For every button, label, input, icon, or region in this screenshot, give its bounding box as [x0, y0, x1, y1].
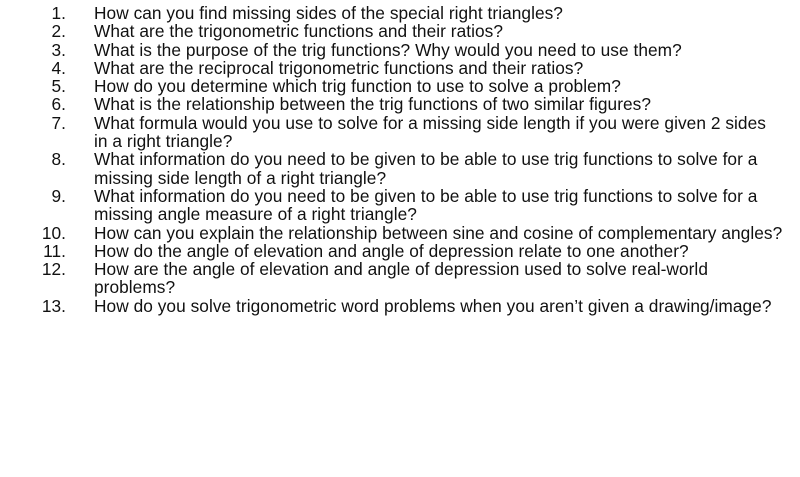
question-text: How can you find missing sides of the special right triangles? [94, 3, 563, 23]
question-item-13 [0, 297, 800, 315]
question-item-11 [0, 242, 800, 260]
question-text: What are the trigonometric functions and their ratios? [94, 21, 504, 42]
question-number: 1. [51, 3, 66, 23]
question-text: What information do you need to be given to be able to use trig functions to solve for a missing side length of a right triangle? [94, 149, 758, 188]
question-text: What formula would you use to solve for a missing side length if you were given 2 sides in a right triangle? [94, 112, 766, 152]
question-text: How can you explain the relationship between sine and cosine of complementary angles? [94, 222, 783, 243]
question-item-1 [0, 4, 800, 22]
question-number: 11. [43, 240, 66, 261]
question-number: 8. [51, 149, 66, 170]
question-item-5 [0, 77, 800, 95]
question-number: 9. [51, 185, 66, 206]
question-number: 2. [51, 21, 66, 42]
question-text: How do you solve trigonometric word problems when you aren’t given a drawing/image? [94, 295, 772, 316]
question-item-9 [0, 187, 800, 224]
question-item-10 [0, 224, 800, 242]
question-number: 10. [41, 222, 66, 243]
question-text: What is the relationship between the trig functions of two similar figures? [94, 94, 652, 115]
question-text: What information do you need to be given to be able to use trig functions to solve for a missing angle measure of a right triangle? [94, 185, 758, 225]
question-list [0, 4, 800, 315]
question-item-12 [0, 260, 800, 297]
question-text: How are the angle of elevation and angle of depression used to solve real-world problems? [94, 259, 708, 298]
question-item-3 [0, 41, 800, 59]
question-number: 7. [51, 112, 66, 133]
question-item-8 [0, 150, 800, 187]
question-item-2 [0, 22, 800, 40]
question-number: 4. [51, 57, 66, 78]
question-text: What is the purpose of the trig functions? Why would you need to use them? [94, 39, 682, 60]
question-item-4 [0, 59, 800, 77]
question-number: 12. [41, 259, 66, 280]
question-number: 5. [51, 76, 66, 97]
question-text: What are the reciprocal trigonometric functions and their ratios? [94, 57, 584, 78]
question-item-6 [0, 95, 800, 113]
question-number: 3. [51, 39, 66, 60]
question-item-7 [0, 114, 800, 151]
question-text: How do the angle of elevation and angle of depression relate to one another? [94, 240, 689, 261]
question-number: 6. [51, 94, 66, 115]
question-text: How do you determine which trig function to use to solve a problem? [94, 76, 621, 97]
question-number: 13. [41, 295, 66, 316]
